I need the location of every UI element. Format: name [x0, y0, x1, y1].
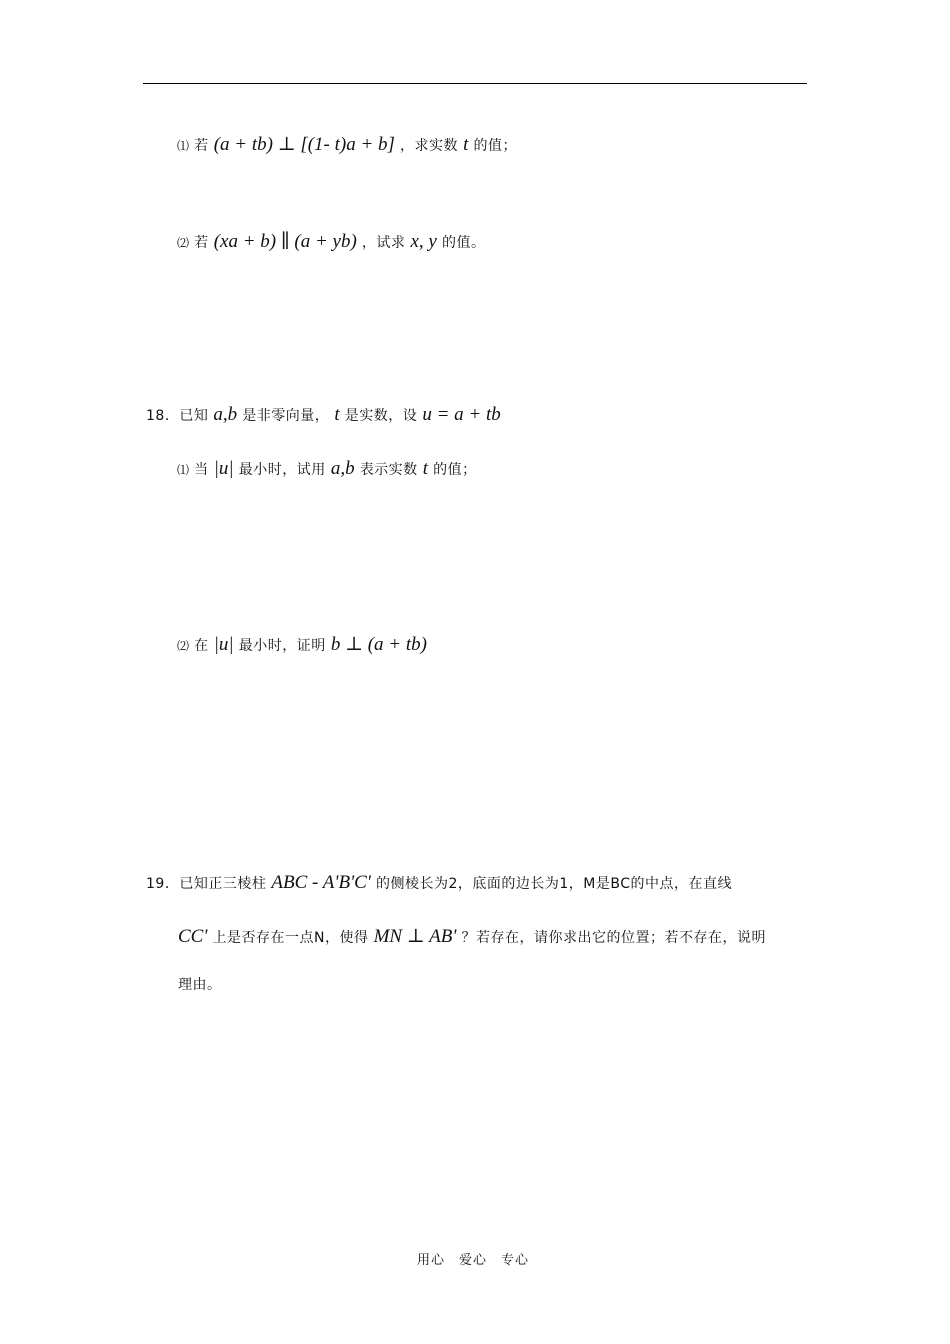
q18-part2-number: ⑵: [177, 639, 190, 653]
q17-part2-end: 的值。: [441, 235, 486, 251]
q18-part1-text: 表示实数: [359, 462, 418, 478]
q17-part2-number: ⑵: [177, 236, 190, 250]
q17-part1-number: ⑴: [177, 139, 190, 153]
q18-part1-mid: 最小时，试用: [238, 462, 326, 478]
q18-u-eq: u = a + tb: [422, 404, 501, 425]
q18-t: t: [334, 404, 340, 425]
q18-part2-mid: 最小时，证明: [238, 638, 326, 654]
q18-part1-prefix: 当: [194, 462, 209, 478]
q17-part2-text: ，试求: [361, 235, 406, 251]
q18-number: 18．已知: [146, 408, 209, 424]
q17-part1-text: ，求实数: [400, 138, 459, 154]
q18-part2: [177, 633, 427, 656]
q17-part2-var: x, y: [410, 231, 437, 252]
q17-part1-end: 的值；: [473, 138, 518, 154]
q18-part1-abs: |u|: [213, 458, 234, 479]
q17-part2: [177, 230, 485, 253]
q17-part1-prefix: 若: [194, 138, 209, 154]
q19-line3: 理由。: [178, 977, 222, 993]
q18-text1: 是非零向量，: [242, 408, 330, 424]
q19-cc: CC': [178, 926, 208, 947]
q19-line2: [178, 925, 766, 948]
q18-part2-prefix: 在: [194, 638, 209, 654]
q18-text2: 是实数，设: [344, 408, 418, 424]
q17-part2-prefix: 若: [194, 235, 209, 251]
q18-stem: [146, 404, 501, 426]
q18-part2-formula: b ⊥ (a + tb): [330, 634, 427, 655]
q18-part1-ab: a,b: [330, 458, 355, 479]
q17-part1-var: t: [463, 134, 469, 155]
q18-part1-number: ⑴: [177, 463, 190, 477]
q18-ab: a,b: [213, 404, 238, 425]
q18-part1-end: 的值；: [433, 462, 477, 478]
q19-line1-text: 的侧棱长为2，底面的边长为1，M是BC的中点，在直线: [375, 876, 732, 892]
q17-part1: [177, 133, 517, 156]
q18-part1: [177, 458, 477, 480]
q19-mn: MN ⊥ AB': [373, 926, 457, 947]
q19-line2-text: ？若存在，请你求出它的位置；若不存在，说明: [461, 930, 766, 946]
q19-line2-mid: 上是否存在一点N，使得: [212, 930, 369, 946]
q18-part2-abs: |u|: [213, 634, 234, 655]
q17-part1-formula: (a + tb) ⊥ [(1- t)a + b]: [213, 134, 395, 155]
page-footer: 用心 爱心 专心: [417, 1253, 530, 1268]
header-rule: [143, 83, 807, 84]
q19-line1: [146, 872, 732, 894]
q17-part2-formula: (xa + b) ∥ (a + yb): [213, 231, 357, 252]
q18-part1-t: t: [422, 458, 429, 479]
q19-prism: ABC - A'B'C': [271, 872, 371, 893]
q19-number: 19．已知正三棱柱: [146, 876, 267, 892]
